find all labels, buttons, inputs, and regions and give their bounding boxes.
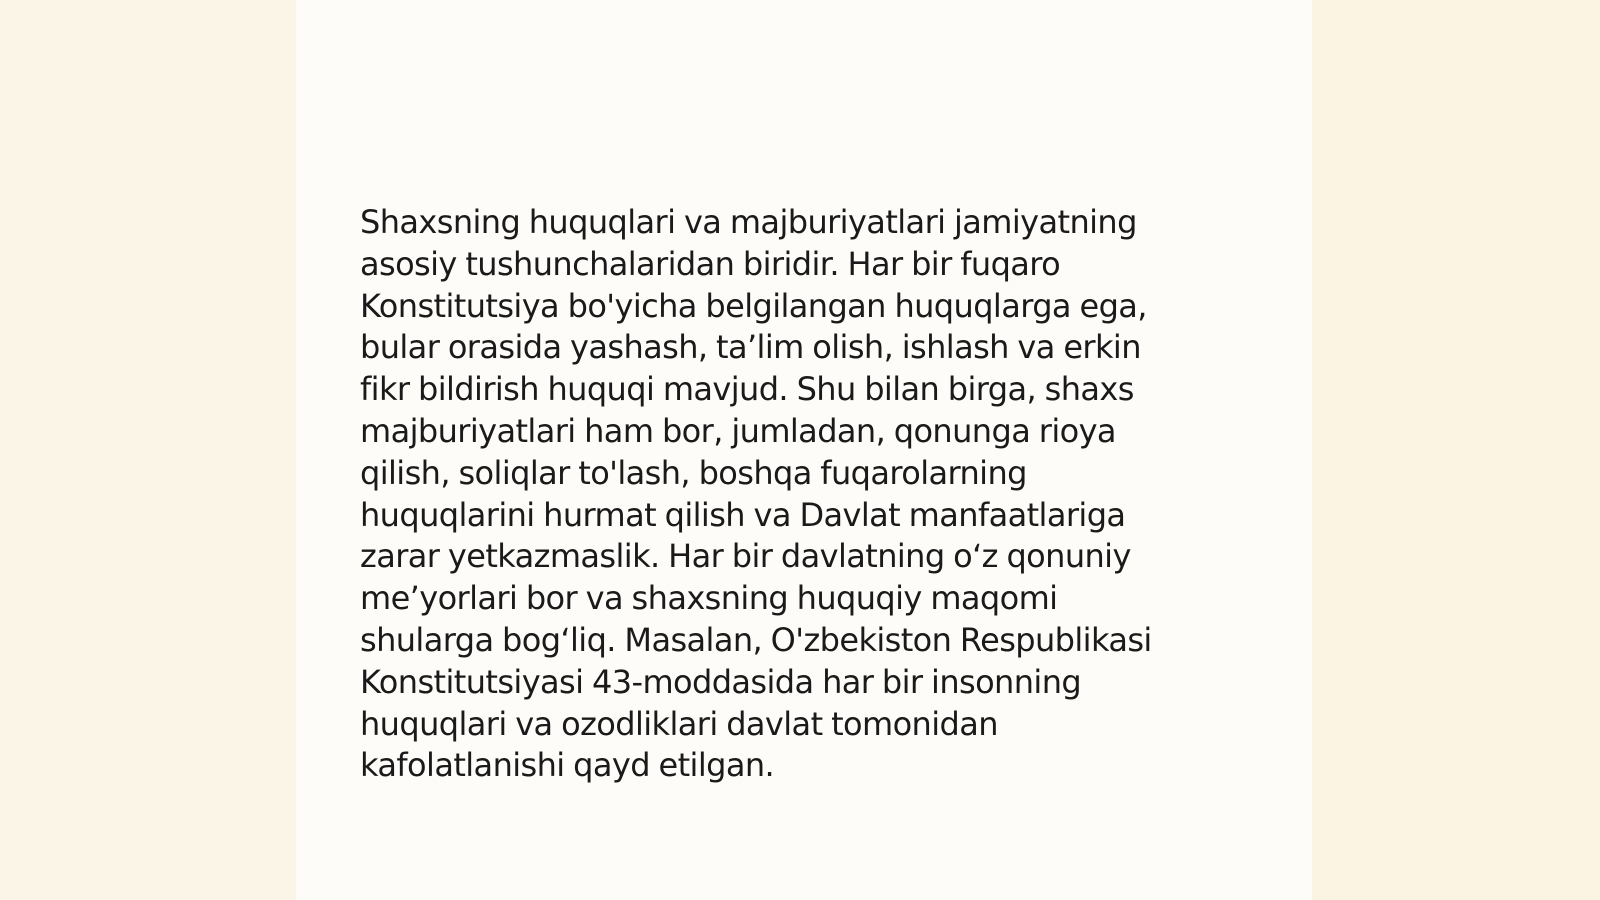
body-paragraph: Shaxsning huquqlari va majburiyatlari jamiyatning asosiy tushunchalaridan biridir. Har bir fuqaro Konstitutsiya bo'yicha belgilangan huquqlarga ega, bular orasida yashash, ta’lim olish, ishlash va erkin fikr bildirish huquqi mavjud. Shu bilan birga, shaxs majburiyatlari ham bor, jumladan, qonunga rioya qilish, soliqlar to'lash, boshqa fuqarolarning huquqlarini hurmat qilish va Davlat manfaatlariga zarar yetkazmaslik. Har bir davlatning o‘z qonuniy me’yorlari bor va shaxsning huquqiy maqomi shularga bog‘liq. Masalan, O'zbekiston Respublikasi Konstitutsiyasi 43-moddasida har bir insonning huquqlari va ozodliklari davlat tomonidan kafolatlanishi qayd etilgan.: [360, 203, 1152, 785]
document-page: [296, 0, 1312, 900]
right-margin: [1312, 0, 1600, 900]
left-margin: [0, 0, 296, 900]
